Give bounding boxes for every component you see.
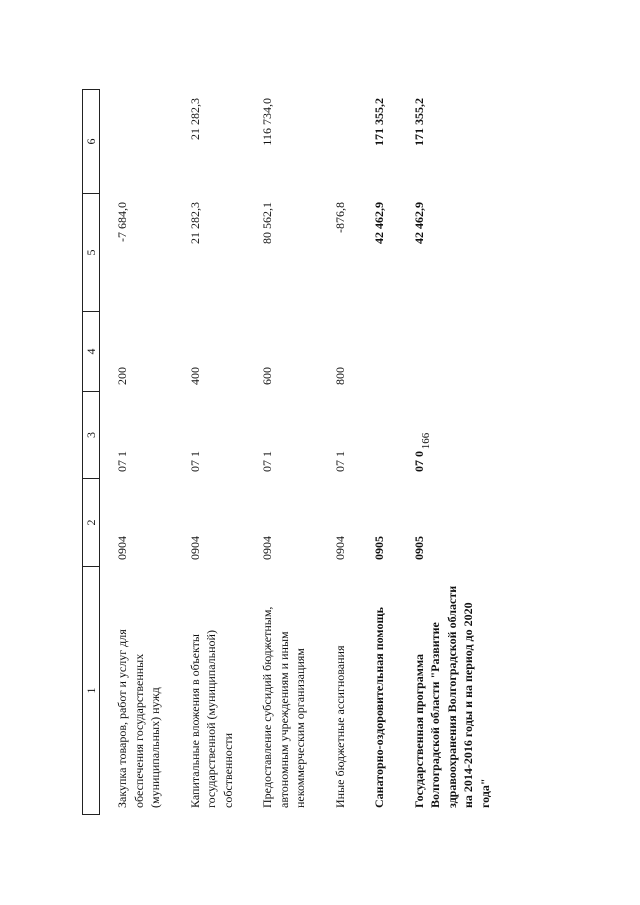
column-header: 4 [83, 312, 100, 392]
section-code: 0905 [372, 536, 386, 560]
row-name: Предоставление субсидий бюджетным, автономным учреждениям и иным некоммерческим организациям [260, 606, 307, 808]
program-code: 07 0 [411, 451, 426, 472]
amount-col5: -876,8 [332, 202, 347, 233]
row-name: Государственная программа Волгоградской области "Развитие здравоохранения Волгоградской области на 2014-2016 годы и на период до 2020 года" [411, 585, 492, 808]
section-code: 0904 [115, 536, 129, 560]
program-code: 07 1 [260, 451, 274, 472]
amount-col6 [100, 90, 173, 194]
amount-col5: -7 684,0 [115, 202, 129, 242]
section-code: 0904 [187, 536, 202, 560]
column-header: 1 [83, 567, 100, 815]
table-row [397, 90, 503, 815]
amount-col6 [318, 90, 358, 194]
table-row [245, 90, 318, 815]
column-header: 2 [83, 479, 100, 567]
section-code: 0904 [260, 536, 274, 560]
expense-type-code [357, 312, 397, 392]
column-header: 5 [83, 194, 100, 312]
program-code: 07 1 [187, 451, 202, 472]
column-header: 3 [83, 392, 100, 479]
table-row [357, 90, 397, 815]
amount-col6: 116 734,0 [260, 98, 274, 146]
expense-type-code [397, 312, 503, 392]
table-row [318, 90, 358, 815]
row-name: Капитальные вложения в объекты государственной (муниципальной) собственности [187, 630, 235, 808]
page-number: 166 [420, 432, 432, 450]
section-code: 0905 [411, 536, 426, 560]
expense-type-code: 400 [187, 367, 202, 385]
row-name: Санаторно-оздоровительная помощь [372, 607, 386, 808]
amount-col5: 42 462,9 [372, 202, 386, 244]
table-row [100, 90, 173, 815]
program-code: 07 1 [332, 451, 347, 472]
row-name: Закупка товаров, работ и услуг для обеспечения государственных (муниципальных) нужд [115, 629, 162, 808]
amount-col5: 80 562,1 [260, 202, 274, 244]
row-name: Иные бюджетные ассигнования [332, 645, 347, 808]
program-code: 07 1 [115, 451, 129, 472]
expense-type-code: 600 [260, 367, 274, 385]
amount-col6: 21 282,3 [187, 98, 202, 140]
amount-col6: 171 355,2 [372, 98, 386, 146]
budget-table [82, 89, 502, 815]
budget-table-rotated [82, 90, 584, 815]
column-header: 6 [83, 90, 100, 194]
expense-type-code: 200 [115, 367, 129, 385]
amount-col5: 21 282,3 [187, 202, 202, 244]
table-header-row [83, 90, 100, 815]
amount-col5: 42 462,9 [411, 202, 426, 244]
amount-col6: 171 355,2 [411, 98, 426, 146]
section-code: 0904 [332, 536, 347, 560]
expense-type-code: 800 [332, 367, 347, 385]
program-code [357, 392, 397, 479]
table-row [173, 90, 246, 815]
